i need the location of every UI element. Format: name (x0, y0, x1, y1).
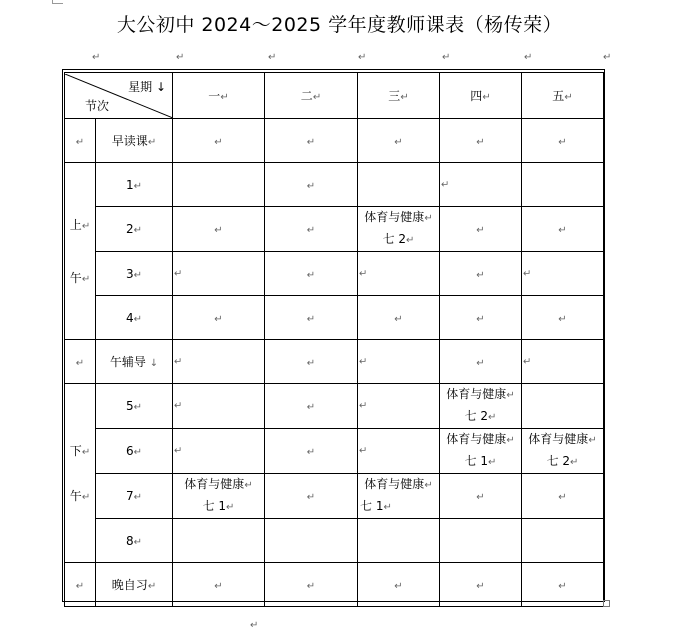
schedule-cell: ↵ (358, 563, 440, 607)
schedule-cell (522, 163, 604, 207)
course-entry: 体育与健康↵ 七 1↵ (360, 477, 433, 513)
table-row (65, 384, 604, 429)
period-cell: 2↵ (96, 207, 173, 252)
course-cell (173, 474, 265, 519)
course-entry: 体育与健康↵ 七 2↵ (364, 210, 433, 246)
schedule-cell (440, 519, 522, 563)
schedule-cell: ↵ (440, 163, 522, 207)
schedule-cell: ↵ (173, 207, 265, 252)
schedule-cell: ↵ (440, 563, 522, 607)
table-resize-handle[interactable] (603, 600, 610, 607)
table-row (65, 296, 604, 340)
schedule-cell: ↵ (522, 296, 604, 340)
table-row (65, 340, 604, 384)
period-cell: 3↵ (96, 252, 173, 296)
schedule-cell: ↵ (265, 474, 358, 519)
schedule-cell: ↵ (173, 119, 265, 163)
header-row (65, 73, 604, 119)
schedule-cell: ↵ (358, 252, 440, 296)
diagonal-header-cell (65, 73, 173, 119)
schedule-cell: ↵ (522, 252, 604, 296)
schedule-cell: ↵ (173, 563, 265, 607)
schedule-cell: ↵ (173, 296, 265, 340)
table-row (65, 519, 604, 563)
period-cell: 8↵ (96, 519, 173, 563)
schedule-cell: ↵ (173, 252, 265, 296)
section-cell: ↵ (65, 340, 96, 384)
period-cell: 5↵ (96, 384, 173, 429)
paragraph-mark: ↵ (268, 52, 277, 63)
section-cell: ↵ (65, 563, 96, 607)
schedule-cell: ↵ (265, 163, 358, 207)
schedule-cell: ↵ (265, 119, 358, 163)
schedule-cell: ↵ (522, 474, 604, 519)
schedule-cell (522, 384, 604, 429)
page-title: 大公初中 2024～2025 学年度教师课表（杨传荣） (116, 14, 563, 36)
schedule-cell: ↵ (358, 429, 440, 474)
paragraph-mark: ↵ (92, 52, 101, 63)
afternoon-section-cell: 下↵ 午↵ (65, 384, 96, 563)
table-row (65, 207, 604, 252)
schedule-cell: ↵ (522, 207, 604, 252)
morning-reading-label: 早读课↵ (96, 119, 173, 163)
course-cell (358, 474, 440, 519)
course-entry: 体育与健康↵ 七 2↵ (528, 432, 597, 468)
schedule-cell: ↵ (265, 429, 358, 474)
schedule-cell: ↵ (358, 384, 440, 429)
course-cell (440, 429, 522, 474)
schedule-cell: ↵ (265, 207, 358, 252)
course-cell (440, 384, 522, 429)
schedule-cell: ↵ (440, 296, 522, 340)
schedule-cell (522, 519, 604, 563)
noon-tutoring-label: 午辅导 ↓ (96, 340, 173, 384)
schedule-cell: ↵ (265, 340, 358, 384)
schedule-cell: ↵ (358, 340, 440, 384)
schedule-cell: ↵ (440, 207, 522, 252)
schedule-cell: ↵ (522, 119, 604, 163)
table-row (65, 563, 604, 607)
course-entry: 体育与健康↵ 七 1↵ (446, 432, 515, 468)
schedule-cell: ↵ (265, 252, 358, 296)
course-entry: 体育与健康↵ 七 2↵ (446, 387, 515, 423)
paragraph-mark: ↵ (176, 52, 185, 63)
schedule-cell: ↵ (265, 384, 358, 429)
schedule-cell: ↵ (173, 384, 265, 429)
table-row (65, 163, 604, 207)
day-header-tue: 二↵ (265, 73, 358, 119)
day-header-mon: 一↵ (173, 73, 265, 119)
schedule-cell: ↵ (173, 429, 265, 474)
schedule-cell: ↵ (358, 296, 440, 340)
schedule-cell: ↵ (522, 563, 604, 607)
schedule-cell (265, 519, 358, 563)
period-cell: 1↵ (96, 163, 173, 207)
course-cell (522, 429, 604, 474)
day-header-wed: 三↵ (358, 73, 440, 119)
paragraph-mark: ↵ (250, 620, 259, 631)
schedule-cell: ↵ (440, 252, 522, 296)
period-corner-label: 节次 (85, 98, 110, 113)
schedule-cell (358, 163, 440, 207)
period-cell: 6↵ (96, 429, 173, 474)
table-row (65, 252, 604, 296)
paragraph-mark: ↵ (524, 52, 533, 63)
period-cell: 4↵ (96, 296, 173, 340)
schedule-table (64, 72, 604, 607)
schedule-cell: ↵ (173, 340, 265, 384)
course-cell (358, 207, 440, 252)
schedule-cell: ↵ (522, 340, 604, 384)
paragraph-mark: ↵ (603, 52, 612, 63)
page-corner-mark (52, 0, 63, 4)
morning-section-cell: 上↵ 午↵ (65, 163, 96, 340)
schedule-cell: ↵ (440, 340, 522, 384)
day-header-fri: 五↵ (522, 73, 604, 119)
weekday-corner-label: 星期 ↓ (128, 79, 166, 94)
evening-study-label: 晚自习↵ (96, 563, 173, 607)
paragraph-mark: ↵ (442, 52, 451, 63)
schedule-cell (173, 519, 265, 563)
schedule-cell: ↵ (440, 474, 522, 519)
period-cell: 7↵ (96, 474, 173, 519)
schedule-cell (173, 163, 265, 207)
day-header-thu: 四↵ (440, 73, 522, 119)
table-row (65, 474, 604, 519)
course-entry: 体育与健康↵ 七 1↵ (184, 477, 253, 513)
table-row (65, 429, 604, 474)
schedule-cell: ↵ (440, 119, 522, 163)
paragraph-mark: ↵ (358, 52, 367, 63)
schedule-cell (358, 519, 440, 563)
table-row (65, 119, 604, 163)
schedule-cell: ↵ (265, 563, 358, 607)
section-cell: ↵ (65, 119, 96, 163)
schedule-cell: ↵ (358, 119, 440, 163)
schedule-cell: ↵ (265, 296, 358, 340)
